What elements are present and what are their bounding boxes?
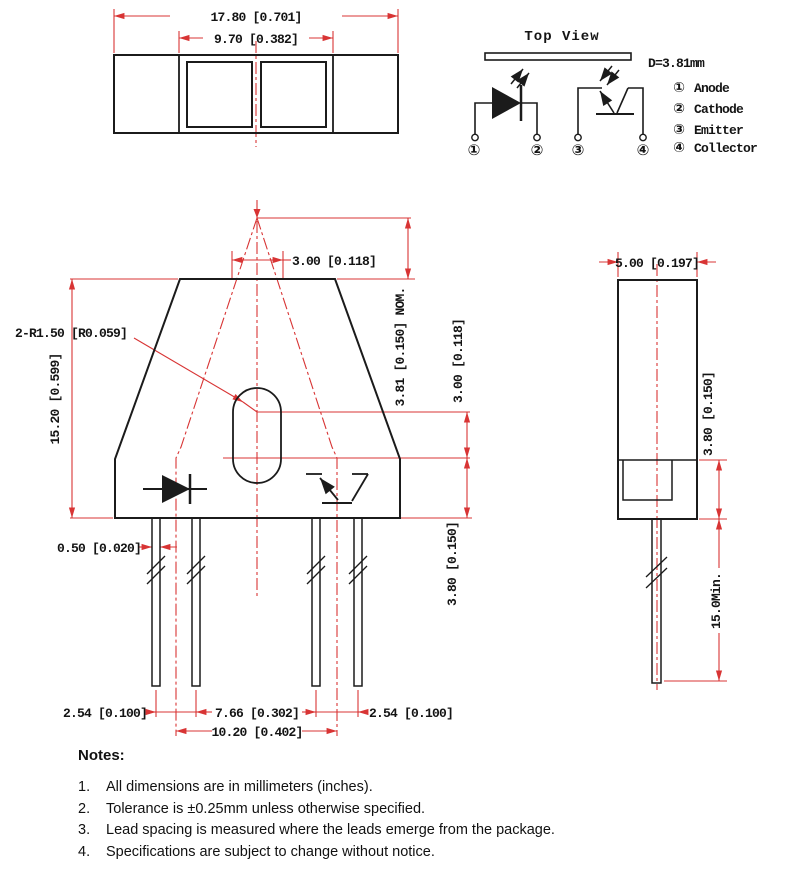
dim-slot-radius: 2-R1.50 [R0.059] — [15, 326, 128, 341]
pin-legend — [673, 80, 757, 156]
legend-pin-1-label: Anode — [694, 81, 730, 96]
reflected-light-arrows — [600, 66, 619, 85]
emitter-window — [187, 62, 252, 127]
reflector-bar — [485, 53, 631, 60]
dim-slot-to-element: 3.00 [0.118] — [451, 318, 466, 404]
dim-focal-distance: 3.81 [0.150] NOM. — [393, 287, 408, 407]
note-item-3 — [78, 820, 718, 842]
legend-pin-3-label: Emitter — [694, 123, 744, 138]
dim-side-body-width: 5.00 [0.197] — [614, 256, 700, 271]
note-2-text: Tolerance is ±0.25mm unless otherwise specified. — [106, 800, 426, 817]
dim-window-width: 9.70 [0.382] — [213, 32, 299, 47]
note-item-2 — [78, 799, 718, 821]
dim-lead-pitch-right: 2.54 [0.100] — [369, 706, 454, 721]
note-4-text: Specifications are subject to change without notice. — [106, 843, 435, 860]
dim-inner-lead-span: 7.66 [0.302] — [214, 706, 300, 721]
led-symbol — [475, 69, 537, 134]
note-item-4 — [78, 842, 718, 864]
labels — [15, 10, 757, 740]
dim-body-height: 15.20 [0.599] — [48, 353, 63, 445]
dim-lead-pitch-left: 2.54 [0.100] — [62, 706, 147, 721]
schematic — [468, 53, 650, 159]
package-front-view — [115, 279, 400, 686]
note-3-text: Lead spacing is measured where the leads emerge from the package. — [106, 822, 555, 838]
reflector-distance-label: D=3.81mm — [648, 56, 705, 71]
dim-side-lead-length: 15.0Min. — [709, 572, 724, 630]
note-3-number: 3. — [78, 822, 91, 838]
dim-lead-thickness: 0.50 [0.020] — [57, 541, 142, 556]
centerlines — [176, 41, 657, 736]
note-2-number: 2. — [78, 800, 91, 817]
legend-pin-4-num: ④ — [673, 140, 685, 156]
legend-pin-2-label: Cathode — [694, 102, 744, 117]
note-1-text: All dimensions are in millimeters (inches). — [106, 779, 373, 795]
note-item-1 — [78, 777, 718, 799]
notes-section — [78, 747, 718, 863]
note-1-number: 1. — [78, 779, 91, 795]
schematic-title: Top View — [524, 29, 600, 45]
note-4-number: 4. — [78, 843, 91, 860]
dim-aperture-width: 3.00 [0.118] — [292, 254, 377, 269]
pin-4-number: ④ — [636, 141, 650, 159]
dim-side-base-height: 3.80 [0.150] — [701, 371, 716, 457]
notes-heading: Notes: — [78, 747, 125, 764]
dim-element-to-base: 3.80 [0.150] — [445, 521, 460, 607]
dim-axis-span: 10.20 [0.402] — [211, 725, 303, 740]
pin-2-number: ② — [530, 141, 544, 159]
phototransistor-symbol — [578, 66, 643, 134]
detector-window — [261, 62, 326, 127]
emitted-light-arrows — [511, 69, 529, 88]
legend-pin-3-num: ③ — [673, 122, 685, 138]
led-symbol-front — [143, 474, 207, 504]
pin-3-number: ③ — [571, 141, 585, 159]
dim-outer-width: 17.80 [0.701] — [210, 10, 302, 25]
legend-pin-4-label: Collector — [694, 141, 758, 156]
pin-terminals — [468, 134, 650, 159]
pin-1-number: ① — [467, 141, 481, 159]
legend-pin-1-num: ① — [673, 80, 685, 96]
legend-pin-2-num: ② — [673, 101, 685, 117]
